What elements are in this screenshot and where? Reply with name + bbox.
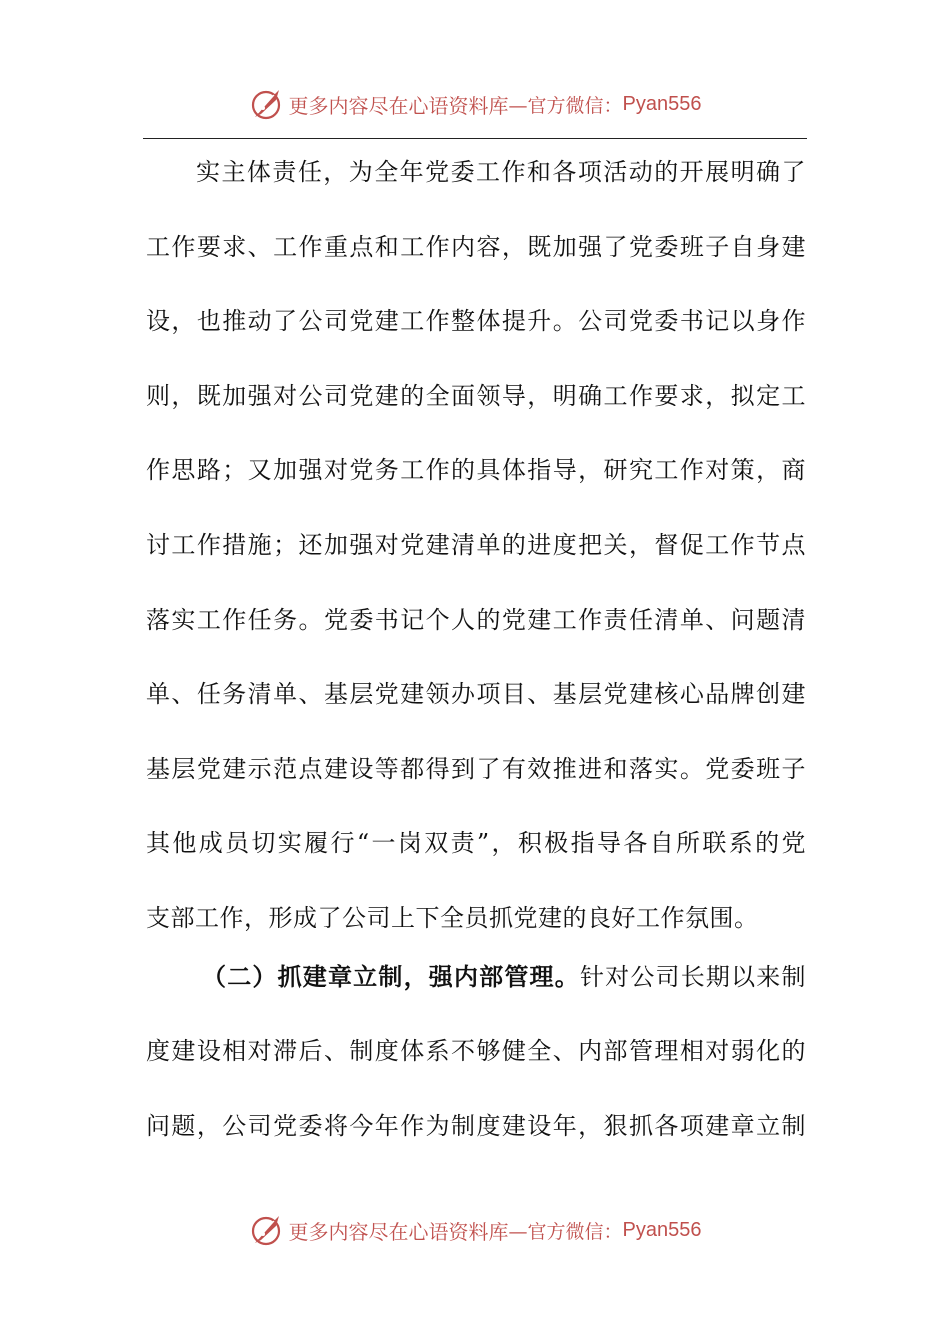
paragraph-line: 工作要求、工作重点和工作内容，既加强了党委班子自身建 xyxy=(146,232,806,261)
paragraph-line: 则，既加强对公司党建的全面领导，明确工作要求，拟定工 xyxy=(146,381,806,410)
quill-logo-icon xyxy=(249,86,285,122)
paragraph-line: 设，也推动了公司党建工作整体提升。公司党委书记以身作 xyxy=(146,307,806,336)
banner-sub-text: —官方微信： xyxy=(508,94,623,117)
banner-wechat-id: Pyan556 xyxy=(622,92,702,115)
paragraph-line: 其他成员切实履行“一岗双责”，积极指导各自所联系的党 xyxy=(146,829,806,858)
section-heading: （二）抓建章立制，强内部管理。 xyxy=(202,961,580,991)
paragraph-line: 单、任务清单、基层党建领办项目、基层党建核心品牌创建 xyxy=(146,680,806,709)
paragraph-line: 实主体责任，为全年党委工作和各项活动的开展明确了 xyxy=(196,158,806,186)
paragraph-line: 基层党建示范点建设等都得到了有效推进和落实。党委班子 xyxy=(146,754,806,783)
document-body xyxy=(146,148,806,1176)
paragraph-line: 度建设相对滞后、制度体系不够健全、内部管理相对弱化的 xyxy=(146,1037,806,1066)
footer-banner xyxy=(0,1210,950,1250)
paragraph-line: 讨工作措施；还加强对党建清单的进度把关，督促工作节点 xyxy=(146,530,806,559)
banner-main-text: 更多内容尽在心语资料库 xyxy=(288,1219,509,1244)
header-banner xyxy=(0,84,950,124)
section-heading-rest: 针对公司长期以来制 xyxy=(579,962,807,991)
quill-logo-icon xyxy=(249,1212,285,1248)
section-heading-line xyxy=(146,953,806,1028)
banner-main-text: 更多内容尽在心语资料库 xyxy=(288,93,509,118)
banner-sub-text: —官方微信： xyxy=(508,1220,623,1243)
paragraph-line: 作思路；又加强对党务工作的具体指导，研究工作对策，商 xyxy=(146,456,806,485)
paragraph-line: 问题，公司党委将今年作为制度建设年，狠抓各项建章立制 xyxy=(146,1111,806,1140)
paragraph-line: 支部工作，形成了公司上下全员抓党建的良好工作氛围。 xyxy=(146,903,759,932)
paragraph-line: 落实工作任务。党委书记个人的党建工作责任清单、问题清 xyxy=(146,605,806,634)
banner-wechat-id: Pyan556 xyxy=(622,1218,702,1241)
header-divider xyxy=(143,138,807,139)
